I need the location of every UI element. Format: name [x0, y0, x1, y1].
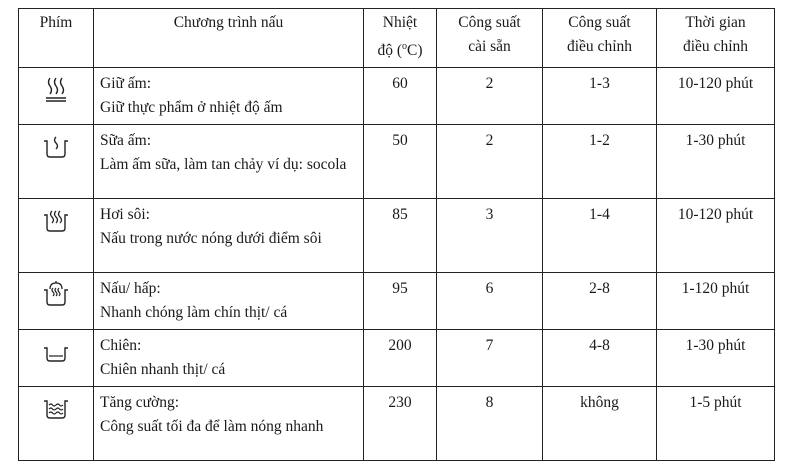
- header-adjustable-power: Công suất điều chỉnh: [543, 9, 657, 68]
- key-cell: [19, 199, 94, 273]
- adjustable-power-cell: 2-8: [543, 273, 657, 330]
- program-cell: [94, 68, 364, 125]
- preset-power-cell: 7: [437, 330, 543, 387]
- program-cell: [94, 125, 364, 199]
- preset-power-cell: 2: [437, 68, 543, 125]
- cooking-programs-table: [18, 8, 775, 461]
- table-row: [19, 330, 775, 387]
- table-row: [19, 273, 775, 330]
- boost-icon: [19, 393, 93, 423]
- adjustable-time-cell: 10-120 phút: [657, 68, 775, 125]
- adjustable-time-cell: 1-30 phút: [657, 330, 775, 387]
- keep-warm-icon: [19, 74, 93, 104]
- program-cell: [94, 387, 364, 461]
- key-cell: [19, 330, 94, 387]
- header-temperature: Nhiệt độ ($^o$C): [364, 9, 437, 68]
- adjustable-power-cell: 1-2: [543, 125, 657, 199]
- table-row: [19, 199, 775, 273]
- temperature-cell: 50: [364, 125, 437, 199]
- preset-power-cell: 8: [437, 387, 543, 461]
- adjustable-time-cell: 1-30 phút: [657, 125, 775, 199]
- cooking-programs-table-wrapper: [18, 8, 775, 461]
- simmer-icon: [19, 205, 93, 235]
- program-description: Chiên nhanh thịt/ cá: [100, 361, 226, 379]
- key-cell: [19, 387, 94, 461]
- steam-cook-icon: [19, 279, 93, 309]
- adjustable-time-cell: 1-120 phút: [657, 273, 775, 330]
- adjustable-time-cell: 10-120 phút: [657, 199, 775, 273]
- program-name: Hơi sôi:: [100, 206, 150, 224]
- program-description: Công suất tối đa để làm nóng nhanh: [100, 418, 324, 436]
- temperature-cell: 95: [364, 273, 437, 330]
- key-cell: [19, 68, 94, 125]
- preset-power-cell: 6: [437, 273, 543, 330]
- header-row: [19, 9, 775, 68]
- key-cell: [19, 273, 94, 330]
- header-key: Phím: [19, 9, 94, 68]
- table-row: [19, 68, 775, 125]
- program-name: Chiên:: [100, 337, 142, 355]
- milk-warm-icon: [19, 131, 93, 161]
- table-row: [19, 387, 775, 461]
- temperature-cell: 200: [364, 330, 437, 387]
- temperature-cell: 85: [364, 199, 437, 273]
- program-description: Nấu trong nước nóng dưới điểm sôi: [100, 230, 322, 248]
- adjustable-power-cell: 1-3: [543, 68, 657, 125]
- temperature-cell: 60: [364, 68, 437, 125]
- adjustable-power-cell: 1-4: [543, 199, 657, 273]
- program-name: Sữa ấm:: [100, 132, 152, 150]
- program-cell: [94, 330, 364, 387]
- header-preset-power: Công suất cài sẵn: [437, 9, 543, 68]
- preset-power-cell: 2: [437, 125, 543, 199]
- preset-power-cell: 3: [437, 199, 543, 273]
- program-description: Nhanh chóng làm chín thịt/ cá: [100, 304, 288, 322]
- temperature-cell: 230: [364, 387, 437, 461]
- adjustable-power-cell: 4-8: [543, 330, 657, 387]
- key-cell: [19, 125, 94, 199]
- program-name: Tăng cường:: [100, 394, 180, 412]
- program-description: Giữ thực phẩm ở nhiệt độ ấm: [100, 99, 283, 117]
- header-program: Chương trình nấu: [94, 9, 364, 68]
- program-name: Nấu/ hấp:: [100, 280, 161, 298]
- adjustable-time-cell: 1-5 phút: [657, 387, 775, 461]
- table-row: [19, 125, 775, 199]
- adjustable-power-cell: không: [543, 387, 657, 461]
- program-cell: [94, 273, 364, 330]
- fry-icon: [19, 336, 93, 366]
- program-name: Giữ ấm:: [100, 75, 152, 93]
- program-cell: [94, 199, 364, 273]
- header-adjustable-time: Thời gian điều chỉnh: [657, 9, 775, 68]
- program-description: Làm ấm sữa, làm tan chảy ví dụ: socola: [100, 156, 347, 174]
